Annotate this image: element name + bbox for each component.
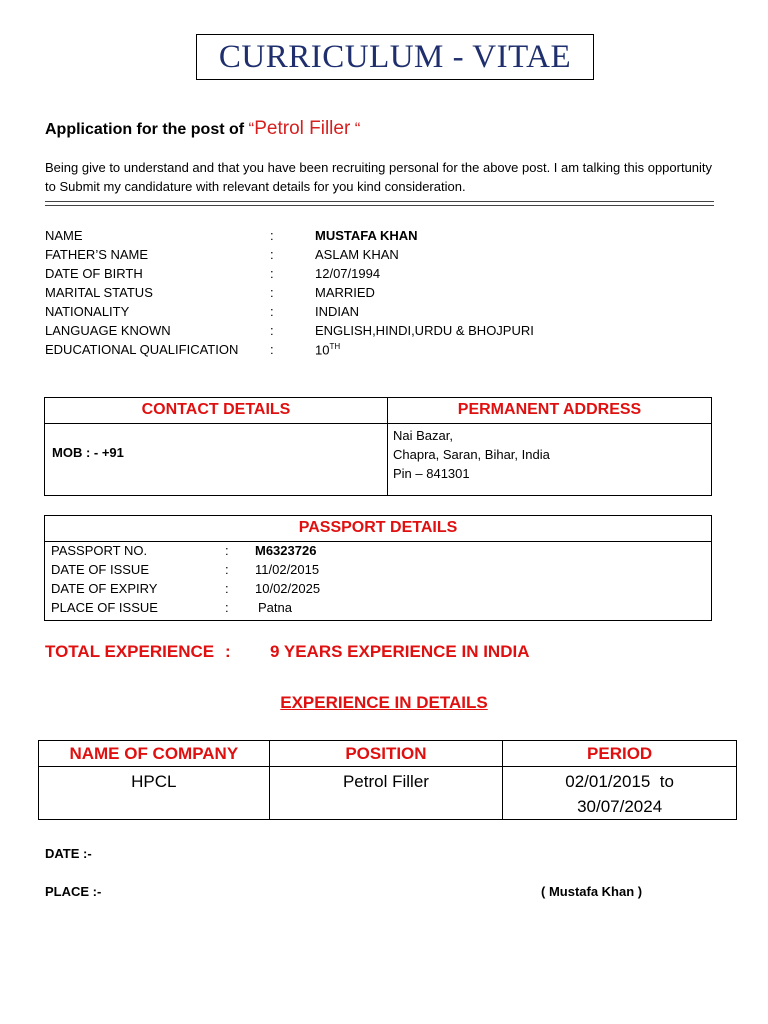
personal-value: MARRIED [315, 285, 375, 300]
table-row [39, 767, 737, 820]
position-cell: Petrol Filler [269, 767, 503, 820]
applied-post: Petrol Filler [254, 118, 351, 139]
total-experience-colon: : [225, 642, 231, 661]
column-header-period: PERIOD [503, 741, 737, 767]
passport-colon: : [225, 562, 229, 577]
period-from: 02/01/2015 to [565, 772, 674, 791]
passport-label: DATE OF ISSUE [51, 562, 149, 577]
personal-value [315, 342, 340, 357]
passport-value: Patna [258, 600, 292, 615]
application-prefix: Application for the post of [45, 121, 245, 138]
personal-colon: : [270, 342, 274, 357]
passport-heading: PASSPORT DETAILS [298, 519, 458, 536]
personal-label: NAME [45, 228, 83, 243]
personal-value: ASLAM KHAN [315, 247, 399, 262]
personal-label: LANGUAGE KNOWN [45, 323, 171, 338]
personal-colon: : [270, 285, 274, 300]
open-quote: “ [248, 119, 255, 138]
personal-label: FATHER’S NAME [45, 247, 149, 262]
personal-colon: : [270, 304, 274, 319]
passport-value: M6323726 [255, 543, 317, 558]
contact-address-box [44, 397, 712, 496]
experience-table [38, 740, 737, 820]
personal-colon: : [270, 228, 274, 243]
period-to: 30/07/2024 [577, 797, 663, 816]
column-header-company: NAME OF COMPANY [39, 741, 270, 767]
experience-heading-wrap [0, 693, 768, 713]
address-block [393, 426, 550, 483]
header-divider [45, 541, 711, 542]
education-superscript: TH [329, 342, 341, 351]
double-divider [45, 201, 714, 206]
experience-header-row [39, 741, 737, 767]
passport-colon: : [225, 600, 229, 615]
address-line: Chapra, Saran, Bihar, India [393, 447, 550, 462]
application-line [45, 118, 360, 140]
close-quote: “ [354, 119, 361, 138]
personal-value: 12/07/1994 [315, 266, 381, 281]
passport-label: PASSPORT NO. [51, 543, 148, 558]
experience-heading: EXPERIENCE IN DETAILS [280, 693, 488, 712]
personal-label: MARITAL STATUS [45, 285, 153, 300]
personal-label: EDUCATIONAL QUALIFICATION [45, 342, 239, 357]
passport-label: PLACE OF ISSUE [51, 600, 158, 615]
personal-value: INDIAN [315, 304, 360, 319]
personal-label: NATIONALITY [45, 304, 130, 319]
intro-paragraph: Being give to understand and that you have been recruiting personal for the above post. I am talking this opportunity to Submit my candidature with relevant details for you kind consideration. [45, 160, 713, 194]
contact-heading: CONTACT DETAILS [141, 401, 291, 418]
period-cell [503, 767, 737, 820]
total-experience-label: TOTAL EXPERIENCE [45, 642, 215, 661]
column-header-position: POSITION [269, 741, 503, 767]
header-divider [45, 423, 711, 424]
passport-box [44, 515, 712, 621]
passport-label: DATE OF EXPIRY [51, 581, 158, 596]
passport-value: 11/02/2015 [255, 562, 320, 577]
cv-title: CURRICULUM - VITAE [218, 38, 572, 75]
mobile-number: MOB : - +91 [52, 445, 124, 460]
address-line: Pin – 841301 [393, 466, 470, 481]
total-experience [45, 642, 530, 662]
passport-value: 10/02/2025 [255, 581, 321, 596]
passport-colon: : [225, 543, 229, 558]
company-cell: HPCL [39, 767, 270, 820]
signature-name: ( Mustafa Khan ) [541, 884, 643, 899]
personal-value: MUSTAFA KHAN [315, 228, 418, 243]
personal-colon: : [270, 266, 274, 281]
address-heading: PERMANENT ADDRESS [457, 401, 642, 418]
date-label: DATE :- [45, 846, 92, 861]
personal-colon: : [270, 247, 274, 262]
personal-colon: : [270, 323, 274, 338]
passport-colon: : [225, 581, 229, 596]
cv-title-box [196, 34, 594, 80]
total-experience-value: 9 YEARS EXPERIENCE IN INDIA [270, 642, 530, 661]
personal-label: DATE OF BIRTH [45, 266, 143, 281]
place-label: PLACE :- [45, 884, 102, 899]
address-line: Nai Bazar, [393, 428, 453, 443]
education-value: 10 [315, 342, 330, 358]
personal-value: ENGLISH,HINDI,URDU & BHOJPURI [315, 323, 534, 338]
